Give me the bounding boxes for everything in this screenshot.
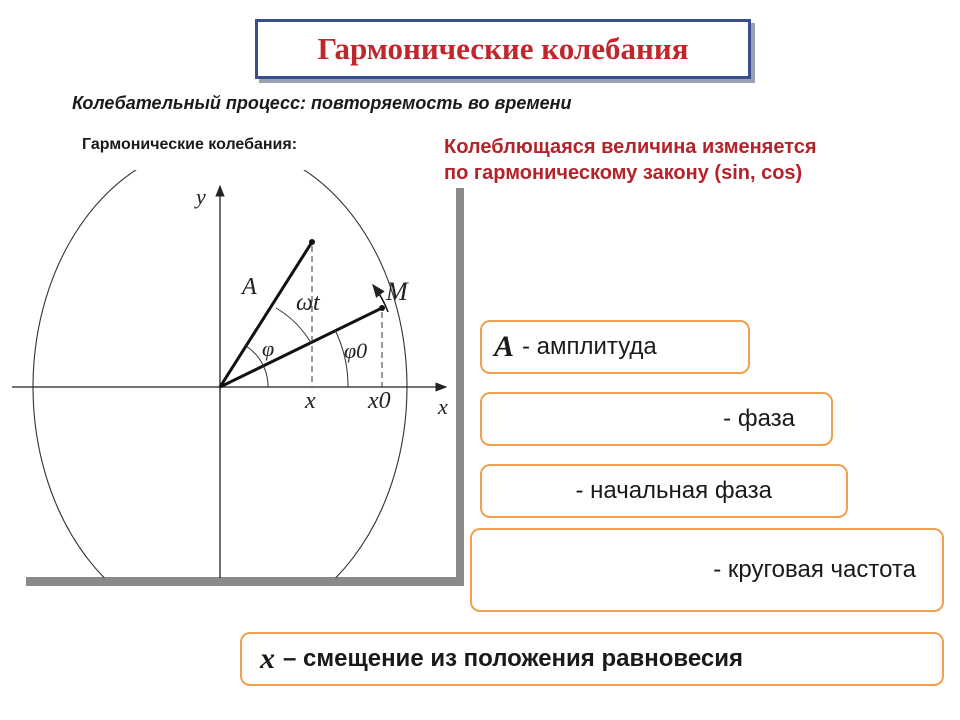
initial-phase-box	[480, 464, 848, 518]
x0-projection-label: x0	[368, 388, 391, 414]
phase-text: - фаза	[723, 405, 795, 432]
phase-box	[480, 392, 833, 446]
axis-x-label: x	[438, 394, 448, 419]
initial-phase-text: - начальная фаза	[575, 477, 772, 504]
frame-shadow-right	[456, 188, 464, 586]
description-line-1: Колеблющаяся величина изменяется	[444, 136, 817, 158]
angular-frequency-text: - круговая частота	[713, 556, 916, 583]
angular-frequency-box	[470, 528, 944, 612]
phi-label: φ	[262, 336, 275, 361]
displacement-symbol: x	[260, 642, 275, 675]
x-projection-label: x	[305, 388, 316, 414]
amplitude-label: A	[242, 274, 257, 300]
point-m-dot	[379, 305, 385, 311]
axis-y-label: y	[196, 184, 206, 209]
displacement-text: – смещение из положения равновесия	[283, 645, 743, 672]
point-m-label: M	[386, 277, 408, 306]
frame-shadow-bottom	[26, 577, 464, 586]
displacement-box	[240, 632, 944, 686]
amplitude-symbol: A	[494, 330, 515, 363]
amplitude-box	[480, 320, 750, 374]
harmonic-label: Гармонические колебания:	[82, 136, 298, 153]
phi0-label: φ0	[344, 338, 368, 363]
amplitude-text: - амплитуда	[522, 333, 657, 360]
omega-t-label: ωt	[296, 290, 320, 316]
description-line-2: по гармоническому закону (sin, cos)	[444, 162, 803, 184]
slide-title: Гармонические колебания	[317, 31, 689, 66]
vector-end-point	[309, 239, 315, 245]
subtitle: Колебательный процесс: повторяемость во времени	[72, 93, 572, 113]
